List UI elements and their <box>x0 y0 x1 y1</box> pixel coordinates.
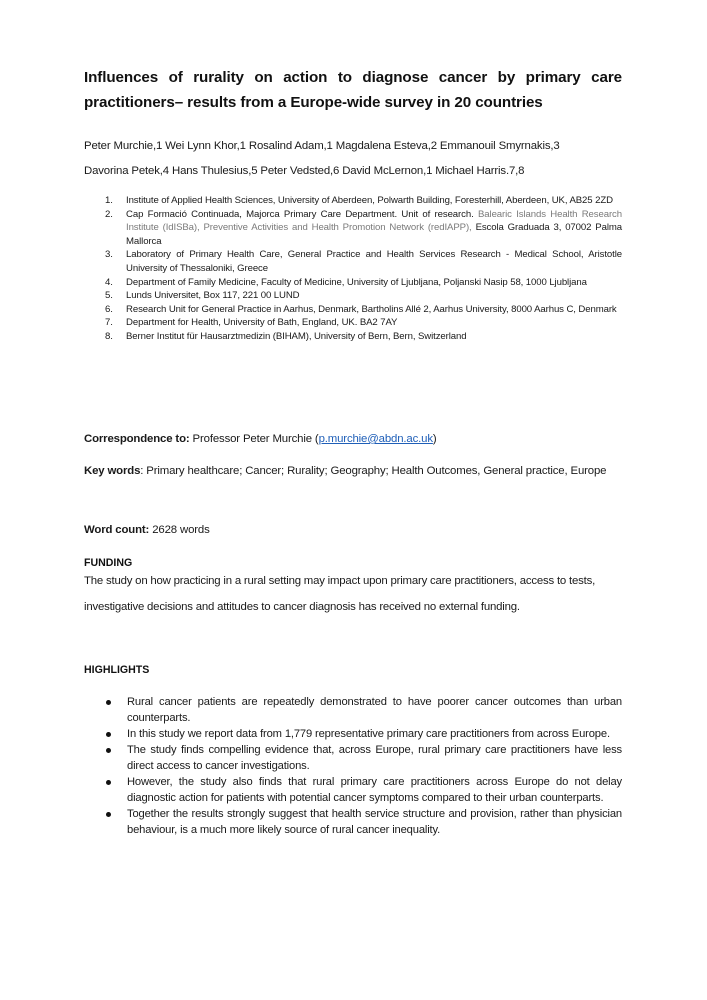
affiliation-text: Research Unit for General Practice in Aarhus, Denmark, Bartholins Allé 2, Aarhus University, 8000 Aarhus C, Denmark <box>126 303 617 315</box>
highlight-text: Together the results strongly suggest that health service structure and provision, rather than physician behaviour, is a much more likely source of rural cancer inequality. <box>127 808 622 836</box>
highlight-item <box>84 774 622 806</box>
affiliation-number: 7. <box>105 317 113 329</box>
affiliation-item <box>84 289 622 303</box>
bullet-icon <box>106 732 111 737</box>
bullet-icon <box>106 812 111 817</box>
affiliation-number: 5. <box>105 290 113 302</box>
correspondence-label: Correspondence to: <box>84 433 190 445</box>
word-count-label: Word count: <box>84 524 150 536</box>
highlight-text: The study finds compelling evidence that, across Europe, rural primary care practitioners have less direct access to cancer investigations. <box>127 744 622 772</box>
highlights-list <box>84 694 622 838</box>
affiliation-text: Berner Institut für Hausarztmedizin (BIHAM), University of Bern, Bern, Switzerland <box>126 330 467 342</box>
funding-heading: FUNDING <box>84 557 133 569</box>
highlights-heading: HIGHLIGHTS <box>84 664 150 676</box>
keywords-label: Key words <box>84 465 141 477</box>
highlight-text: In this study we report data from 1,779 representative primary care practitioners from across Europe. <box>127 728 610 740</box>
affiliation-number: 6. <box>105 303 113 315</box>
affiliation-text: Department for Health, University of Bath, England, UK. BA2 7AY <box>126 317 398 329</box>
author-line-2: Davorina Petek,4 Hans Thulesius,5 Peter Vedsted,6 David McLernon,1 Michael Harris.7,8 <box>84 165 525 177</box>
highlight-text: Rural cancer patients are repeatedly demonstrated to have poorer cancer outcomes than urban counterparts. <box>127 696 622 724</box>
affiliation-item <box>84 248 622 275</box>
affiliation-item <box>84 316 622 330</box>
author-line-1: Peter Murchie,1 Wei Lynn Khor,1 Rosalind Adam,1 Magdalena Esteva,2 Emmanouil Smyrnakis,3 <box>84 140 560 152</box>
affiliation-text: Escola Graduada 3, 07002 Palma Mallorca <box>126 222 622 247</box>
affiliation-item <box>84 303 622 317</box>
affiliation-number: 3. <box>105 249 113 261</box>
highlight-item <box>84 694 622 726</box>
paper-title: Influences of rurality on action to diagnose cancer by primary care practitioners– results from a Europe-wide survey in 20 countries <box>84 69 622 111</box>
affiliation-text: Lunds Universitet, Box 117, 221 00 LUND <box>126 290 300 302</box>
affiliation-number: 8. <box>105 330 113 342</box>
correspondence-close: ) <box>432 433 437 445</box>
affiliation-list <box>84 194 622 344</box>
author-list <box>84 134 644 184</box>
affiliation-number: 1. <box>105 195 113 206</box>
highlight-item <box>84 726 622 742</box>
keywords <box>84 459 644 484</box>
affiliation-item <box>84 208 622 249</box>
keywords-colon: : <box>140 465 144 477</box>
affiliation-text: Institute of Applied Health Sciences, University of Aberdeen, Polwarth Building, Foresterhill, Aberdeen, UK, AB25 2ZD <box>126 195 613 206</box>
affiliation-item <box>84 194 622 208</box>
highlight-item <box>84 742 622 774</box>
word-count-value: 2628 words <box>152 524 210 536</box>
affiliation-text-grey: Balearic Islands Health Research Institute (IdISBa), Preventive Activities and Health Promotion Network (redIAPP), <box>126 208 622 234</box>
highlight-item <box>84 806 622 838</box>
affiliation-text: Laboratory of Primary Health Care, General Practice and Health Services Research - Medical School, Aristotle University of Thessaloniki, Greece <box>126 249 622 274</box>
correspondence-name: Professor Peter Murchie ( <box>192 433 319 445</box>
keywords-value: Primary healthcare; Cancer; Rurality; Geography; Health Outcomes, General practice, Europe <box>146 465 607 477</box>
affiliation-number: 4. <box>105 276 113 288</box>
bullet-icon <box>106 748 111 753</box>
highlight-text: However, the study also finds that rural primary care practitioners across Europe do not delay diagnostic action for patients with potential cancer symptoms compared to their urban counterparts. <box>127 776 622 804</box>
affiliation-number: 2. <box>105 208 113 220</box>
email-link[interactable]: p.murchie@abdn.ac.uk <box>318 433 433 445</box>
funding-text: The study on how practicing in a rural setting may impact upon primary care practitioners, access to tests, investigative decisions and attitudes to cancer diagnosis has received no external funding. <box>84 575 596 613</box>
bullet-icon <box>106 780 111 785</box>
word-count <box>84 518 210 543</box>
bullet-icon <box>106 700 111 705</box>
affiliation-text: Cap Formació Continuada, Majorca Primary Care Department. Unit of research. <box>126 208 474 220</box>
correspondence <box>84 427 437 452</box>
affiliation-item <box>84 330 622 344</box>
affiliation-text: Department of Family Medicine, Faculty of Medicine, University of Ljubljana, Poljanski Nasip 58, 1000 Ljubljana <box>126 276 587 288</box>
affiliation-item <box>84 276 622 290</box>
